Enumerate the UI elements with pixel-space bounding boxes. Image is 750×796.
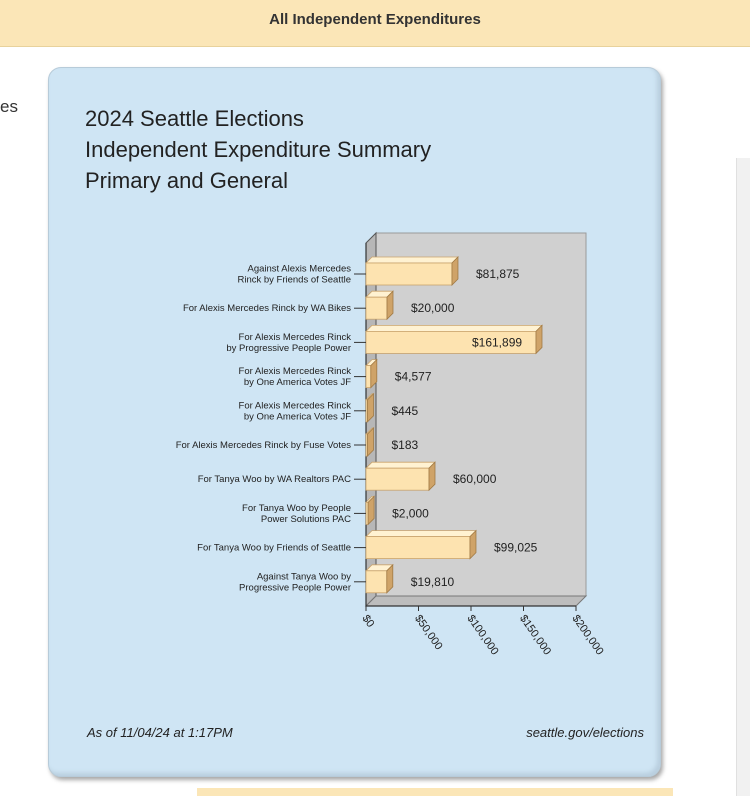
- data-label: $20,000: [411, 301, 455, 316]
- data-label: $2,000: [392, 506, 429, 521]
- data-label: $19,810: [410, 574, 455, 589]
- bar: [366, 537, 470, 559]
- data-label: $99,025: [493, 540, 538, 555]
- category-label: Power Solutions PAC: [260, 513, 351, 525]
- bottom-table-header: [197, 788, 673, 796]
- bar: [366, 571, 387, 593]
- data-label: $445: [391, 403, 419, 418]
- bar-top: [366, 325, 542, 331]
- bar: [366, 468, 429, 490]
- category-label: For Tanya Woo by WA Realtors PAC: [197, 474, 351, 486]
- page-scrollbar[interactable]: [736, 158, 750, 796]
- data-label: $60,000: [453, 472, 497, 487]
- bar: [366, 263, 452, 285]
- plot-floor: [366, 596, 586, 606]
- category-label: Against Tanya Woo by: [256, 571, 351, 583]
- left-text-fragment: es: [0, 97, 18, 116]
- category-label: Against Alexis Mercedes: [247, 263, 351, 275]
- data-label: $81,875: [475, 267, 520, 281]
- category-label: For Alexis Mercedes Rinck by WA Bikes: [182, 303, 351, 315]
- category-label: For Alexis Mercedes Rinck: [238, 400, 351, 412]
- category-label: For Alexis Mercedes Rinck: [238, 331, 351, 343]
- bar: [366, 366, 371, 388]
- data-label: $4,577: [394, 369, 432, 384]
- as-of-timestamp: As of 11/04/24 at 1:17PM: [87, 725, 233, 740]
- category-label: by One America Votes JF: [243, 377, 351, 389]
- category-label: For Alexis Mercedes Rinck: [238, 366, 351, 378]
- x-tick-label: $100,000: [464, 612, 501, 658]
- bar-top: [366, 531, 476, 537]
- category-label: by Progressive People Power: [226, 342, 351, 354]
- category-label: For Alexis Mercedes Rinck by Fuse Votes: [175, 440, 351, 451]
- x-tick-label: $0: [359, 612, 377, 630]
- source-link[interactable]: seattle.gov/elections: [526, 725, 644, 740]
- category-label: For Tanya Woo by Friends of Seattle: [197, 542, 351, 554]
- chart-title-line-2: Independent Expenditure Summary: [85, 137, 432, 162]
- category-label: Rinck by Friends of Seattle: [237, 274, 351, 286]
- bar-top: [366, 257, 458, 263]
- bar-top: [366, 462, 435, 468]
- bar: [366, 297, 387, 319]
- chart-title-line-1: 2024 Seattle Elections: [85, 106, 304, 131]
- x-tick-label: $50,000: [412, 612, 445, 653]
- x-tick-label: $150,000: [517, 612, 554, 658]
- category-label: For Tanya Woo by People: [242, 502, 351, 514]
- data-label: $161,899: [471, 335, 523, 350]
- category-label: Progressive People Power: [239, 582, 351, 594]
- chart-title-line-3: Primary and General: [85, 168, 288, 193]
- data-label: $183: [391, 438, 419, 452]
- header-title: All Independent Expenditures: [269, 11, 481, 28]
- x-tick-label: $200,000: [569, 612, 606, 658]
- category-label: by One America Votes JF: [243, 411, 351, 423]
